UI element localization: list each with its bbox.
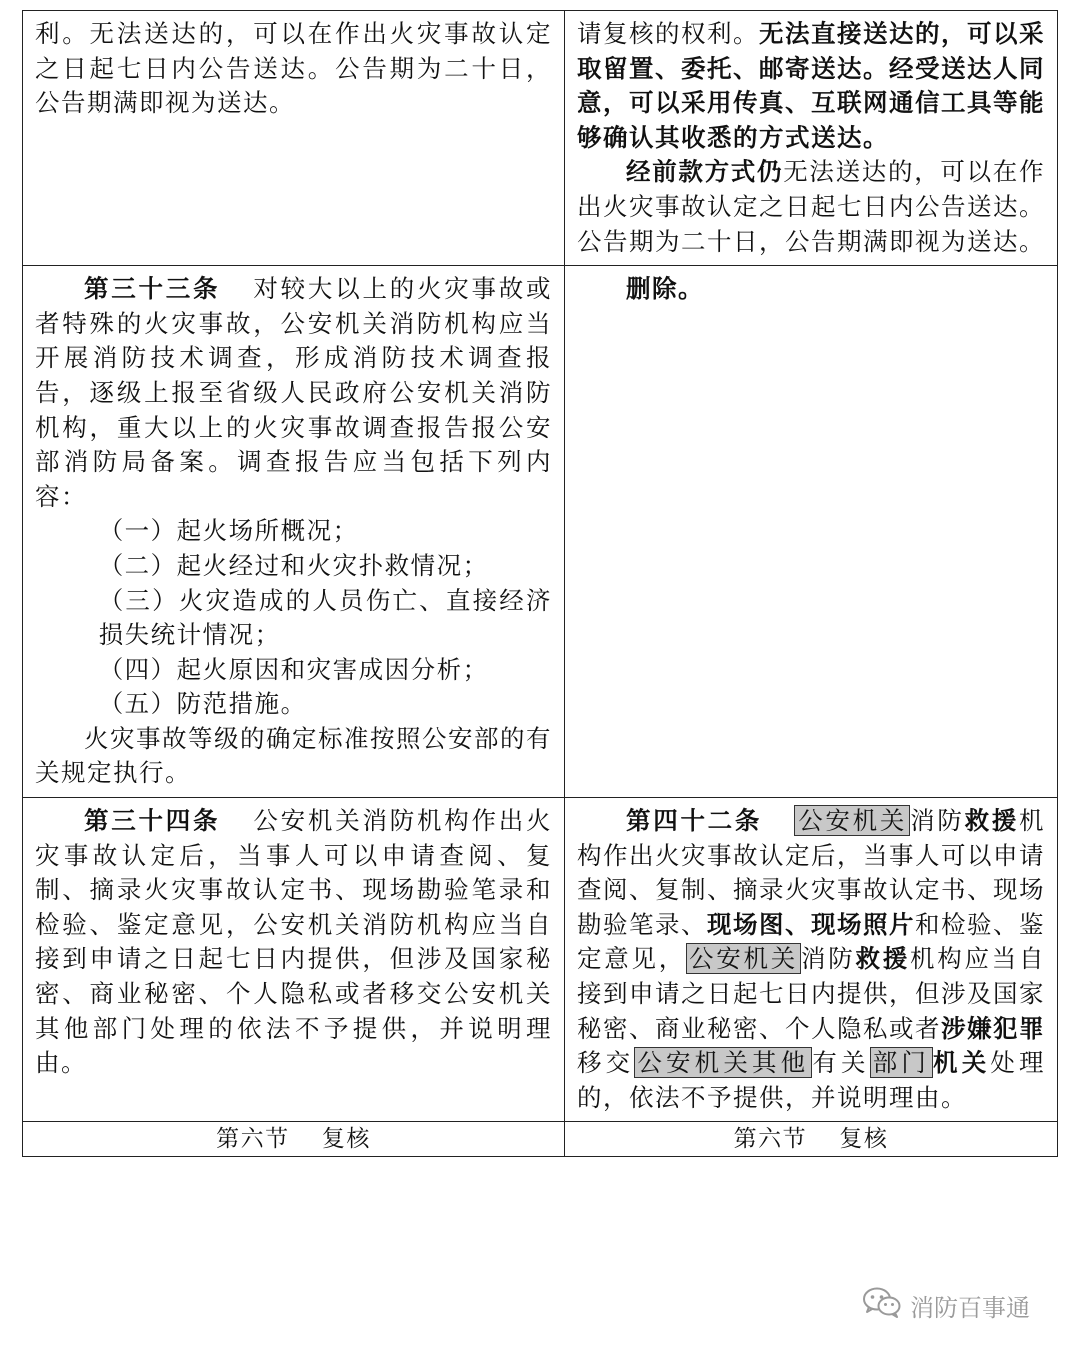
amended-text: 涉嫌犯罪 xyxy=(941,1013,1045,1043)
amended-text: 救援 xyxy=(964,806,1020,836)
highlighted-text: 公安机关其他 xyxy=(634,1047,812,1078)
table-row xyxy=(23,11,1058,266)
watermark-text: 消防百事通 xyxy=(910,1293,1030,1322)
highlighted-text: 部门 xyxy=(870,1047,933,1078)
highlighted-text: 公安机关 xyxy=(686,943,801,974)
section-heading-row xyxy=(23,1122,1058,1157)
section-heading: 第六节 复核 xyxy=(565,1122,1058,1157)
amended-text: 现场图 xyxy=(707,909,785,939)
list-item: （三）火灾造成的人员伤亡、直接经济损失统计情况； xyxy=(98,585,552,650)
new-text-cell xyxy=(565,266,1058,798)
old-text-cell xyxy=(23,11,565,266)
closing-paragraph: 火灾事故等级的确定标准按照公安部的有关规定执行。 xyxy=(35,723,552,788)
amended-text: 经前款方式仍 xyxy=(626,157,784,187)
section-heading: 第六节 复核 xyxy=(23,1122,565,1157)
new-text-cell xyxy=(565,11,1058,266)
watermark xyxy=(862,1286,1030,1324)
list-item: （五）防范措施。 xyxy=(98,689,307,719)
article-paragraph xyxy=(35,272,552,514)
highlighted-text: 公安机关 xyxy=(794,805,910,836)
list-item: （四）起火原因和灾害成因分析； xyxy=(98,654,489,684)
article-number: 第三十四条 xyxy=(84,806,221,836)
table-row xyxy=(23,266,1058,798)
old-text-cell xyxy=(23,798,565,1122)
article-text: 公安机关消防机构作出火灾事故认定后，当事人可以申请查阅、复制、摘录火灾事故认定书、现场勘验笔录和检验、鉴定意见，公安机关消防机构应当自接到申请之日起七日内提供，但涉及国家秘密、商业秘密、个人隐私或者移交公安机关其他部门处理的依法不予提供，并说明理由。 xyxy=(35,806,553,1078)
wechat-icon xyxy=(862,1286,902,1324)
old-paragraph: 利。无法送达的，可以在作出火灾事故认定之日起七日内公告送达。公告期为二十日，公告期满即视为送达。 xyxy=(35,19,552,118)
comparison-table xyxy=(22,10,1058,1157)
plain-text: 无法送达的，可以在作出火灾事故认定之日起七日内公告送达。公告期为二十日，公告期满即视为送达。 xyxy=(577,157,1046,256)
old-text-cell xyxy=(23,266,565,798)
amended-text: 机关 xyxy=(933,1048,991,1078)
article-number: 第四十二条 xyxy=(626,806,763,836)
new-paragraph xyxy=(577,17,1045,155)
table-row xyxy=(23,798,1058,1122)
article-text: 对较大以上的火灾事故或者特殊的火灾事故，公安机关消防机构应当开展消防技术调查，形成消防技术调查报告，逐级上报至省级人民政府公安机关消防机构，重大以上的火灾事故调查报告报公安部消防局备案。调查报告应当包括下列内容： xyxy=(35,274,553,511)
deleted-note: 删除。 xyxy=(626,274,704,304)
article-paragraph xyxy=(35,804,552,1081)
new-text-cell xyxy=(565,798,1058,1122)
article-number: 第三十三条 xyxy=(84,274,221,304)
plain-text: 请复核的权利。 xyxy=(577,19,759,48)
article-paragraph: 第四十二条 公安机关 消防救援机构作出火灾事故认定后，当事人可以申请查阅、复制、摘录火灾事故认定书、现场勘验笔录、现场图、现场照片和检验、鉴定意见， 公安机关 消防救援机构应当自接到申请之日起七日内提供，但涉及国家秘密、商业秘密、个人隐私或者涉嫌犯罪移交 公安机关其他 有关 部门 机关处理的，依法不予提供，并说明理由。 xyxy=(577,806,1046,1112)
amended-text: 无法直接送达的，可以采取留置、委托、邮寄送达。经受送达人同意，可以采用传真、互联网通信工具等能够确认其收悉的方式送达。 xyxy=(577,19,1045,152)
amended-text: 现场照片 xyxy=(811,909,915,939)
amended-text: 救援 xyxy=(855,944,910,974)
new-paragraph xyxy=(577,155,1045,259)
list-item: （二）起火经过和火灾扑救情况； xyxy=(98,550,489,580)
list-item: （一）起火场所概况； xyxy=(98,516,359,546)
